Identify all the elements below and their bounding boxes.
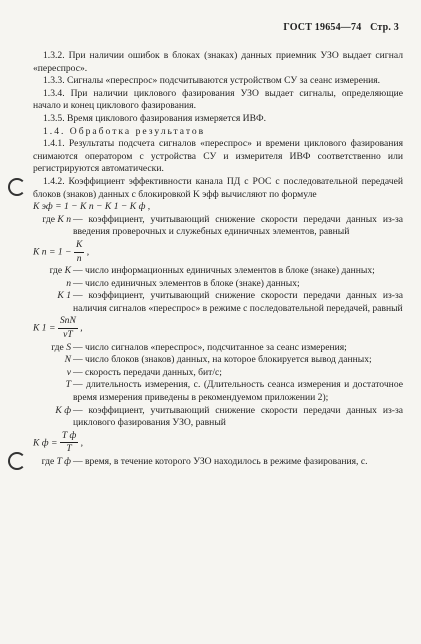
fraction xyxy=(58,315,78,341)
paragraph-1-4-1: 1.4.1. Результаты подсчета сигналов «переспрос» и времени циклового фазирования снимаются оператором с устройства СУ и измерителя ИВФ соответственно или регистрируются автоматически. xyxy=(33,138,403,175)
definition-text: — число единичных элементов в блоке (знаке) данных; xyxy=(73,277,300,289)
paragraph-1-4-2: 1.4.2. Коэффициент эффективности канала ПД с РОС с последовательной передачей блоков (знаков) данных с блокировкой K эфф вычисляют по формуле xyxy=(33,175,403,200)
definition-k xyxy=(33,265,403,278)
denominator: vT xyxy=(63,329,73,341)
definition-text: — скорость передачи данных, бит/с; xyxy=(73,366,222,378)
denominator: n xyxy=(76,252,82,264)
definition-text: — длительность измерения, с. (Длительность сеанса измерения и достаточное время измерения приведены в рекомендуемом приложении 2); xyxy=(73,379,403,404)
symbol-v: v xyxy=(66,366,71,378)
definition-text: — коэффициент, учитывающий снижение скорости передачи данных из-за циклового фазирования УЗО, равный xyxy=(73,404,403,429)
where-label: где xyxy=(42,213,55,225)
definition-text: — время, в течение которого УЗО находилось в режиме фазирования, с. xyxy=(73,456,368,467)
formula-lhs: K ф = xyxy=(33,437,58,449)
symbol-kp: K п xyxy=(57,213,71,225)
paragraph-1-3-5: 1.3.5. Время циклового фазирования измеряется ИВФ. xyxy=(43,112,266,124)
definition-tf xyxy=(33,456,403,469)
section-heading-1-4: 1.4. Обработка результатов xyxy=(43,125,206,137)
symbol-kf: K ф xyxy=(55,404,71,416)
where-label: где xyxy=(41,456,55,467)
definition-kf xyxy=(33,405,403,430)
definition-T xyxy=(33,379,403,404)
gost-number: ГОСТ 19654—74 xyxy=(283,22,362,33)
definition-text: — число блоков (знаков) данных, на которое блокируется вывод данных; xyxy=(73,354,372,366)
formula-k1: K 1 = $\frac{\text{SnN}}{vT}$ , xyxy=(33,315,83,341)
margin-hole-mark xyxy=(8,178,26,196)
numerator: SnN xyxy=(58,315,78,329)
definition-v xyxy=(33,367,403,380)
fraction xyxy=(60,430,78,456)
denominator: T xyxy=(66,443,72,455)
symbol-tf: T ф xyxy=(56,456,71,467)
symbol-T: T xyxy=(65,379,71,391)
definition-text: — число информационных единичных элементов в блоке (знаке) данных; xyxy=(73,265,375,277)
symbol-n: n xyxy=(66,277,71,289)
symbol-k: K xyxy=(64,265,71,277)
document-body xyxy=(33,50,403,469)
symbol-s: S xyxy=(66,341,71,353)
where-label: где xyxy=(51,341,64,353)
formula-lhs: K 1 = xyxy=(33,322,56,334)
where-label: где xyxy=(49,265,63,277)
definition-text: — коэффициент, учитывающий снижение скорости передачи данных из-за наличия сигналов «переспрос» в режиме с последовательной передачей, равный xyxy=(73,290,403,314)
definition-k1 xyxy=(33,290,403,315)
paragraph-1-3-3: 1.3.3. Сигналы «переспрос» подсчитываются устройством СУ за сеанс измерения. xyxy=(43,75,381,87)
page-number: Стр. 3 xyxy=(370,22,399,33)
paragraph-1-3-2: 1.3.2. При наличии ошибок в блоках (знаках) данных приемник УЗО выдает сигнал «переспрос». xyxy=(33,50,403,74)
margin-hole-mark xyxy=(8,452,26,470)
symbol-k1: K 1 xyxy=(57,290,71,302)
formula-k-eff: K эф = 1 − K п − K 1 − K ф , xyxy=(33,201,151,213)
symbol-N: N xyxy=(64,354,71,366)
page-header xyxy=(277,22,399,33)
formula-kp: K п = 1 − $\frac{K}{n}$ , xyxy=(33,238,90,264)
definition-n xyxy=(33,278,403,291)
fraction xyxy=(74,239,84,265)
formula-kf: K ф = $\frac{\text{T ф}}{T}$ , xyxy=(33,429,84,455)
paragraph-1-3-4: 1.3.4. При наличии циклового фазирования УЗО выдает сигналы, определяющие начало и конец циклового фазирования. xyxy=(33,87,403,112)
definition-kp xyxy=(33,214,403,239)
definition-text: — коэффициент, учитывающий снижение скорости передачи данных из-за введения проверочных и служебных единичных элементов, равный xyxy=(73,213,403,238)
formula-lhs: K п = 1 − xyxy=(33,246,72,258)
numerator: T ф xyxy=(60,430,78,444)
definition-s xyxy=(33,342,403,355)
numerator: K xyxy=(74,239,84,253)
definition-N xyxy=(33,354,403,367)
definition-text: — число сигналов «переспрос», подсчитанное за сеанс измерения; xyxy=(73,341,347,353)
